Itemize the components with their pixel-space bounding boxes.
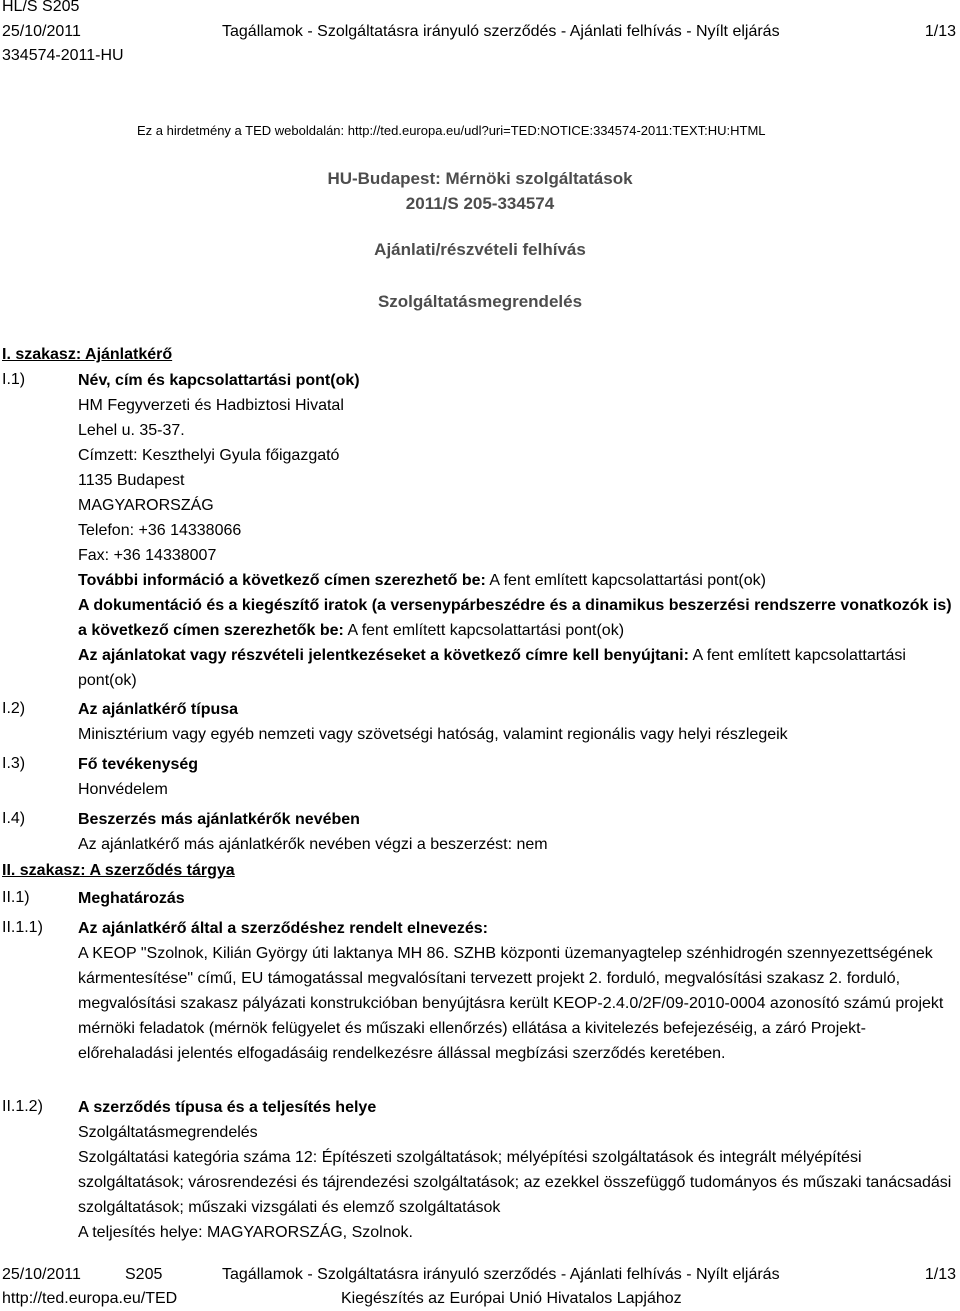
notice-heading-number: 2011/S 205-334574 xyxy=(405,194,555,213)
submit-label: Az ajánlatokat vagy részvételi jelentkezéseket a következő címre kell benyújtani: xyxy=(78,647,689,664)
submit-paragraph xyxy=(78,643,956,693)
item-ii11-content xyxy=(78,916,956,1066)
notice-type: Ajánlati/részvételi felhívás xyxy=(374,240,586,259)
journal-series: HL/S S205 xyxy=(2,0,80,15)
section-1-title: I. szakasz: Ajánlatkérő xyxy=(2,346,173,363)
info-label: További információ a következő címen szerezhető be: xyxy=(78,572,486,589)
notice-heading-title: HU-Budapest: Mérnöki szolgáltatások xyxy=(327,169,633,188)
item-i2-content xyxy=(78,697,956,747)
ted-link-line[interactable]: Ez a hirdetmény a TED weboldalán: http://ted.europa.eu/udl?uri=TED:NOTICE:334574-2011:TEXT:HU:HTML xyxy=(137,123,766,138)
item-ii12-line3: A teljesítés helye: MAGYARORSZÁG, Szolnok. xyxy=(78,1224,413,1241)
item-ii12-content xyxy=(78,1095,956,1245)
contact-line: Fax: +36 14338007 xyxy=(78,547,217,564)
docs-paragraph xyxy=(78,593,956,643)
info-paragraph xyxy=(78,568,956,593)
item-i1-label: Név, cím és kapcsolattartási pont(ok) xyxy=(78,372,360,389)
info-value: A fent említett kapcsolattartási pont(ok) xyxy=(489,572,766,589)
item-ii12-label: A szerződés típusa és a teljesítés helye xyxy=(78,1099,377,1116)
contact-line: Címzett: Keszthelyi Gyula főigazgató xyxy=(78,447,340,464)
docs-label: A dokumentáció és a kiegészítő iratok (a versenypárbeszédre és a dinamikus beszerzési rendszerre vonatkozók is) a következő címen szerezhetők be: xyxy=(78,597,952,639)
item-ii12-line2: Szolgáltatási kategória száma 12: Építészeti szolgáltatások; mélyépítési szolgáltatások és integrált mélyépítési szolgáltatások; városrendezési és tájrendezési szolgáltatások; az ezekkel összefüggő tudományos és műszaki tanácsadási szolgáltatások; műszaki vizsgálati és elemző szolgáltatások xyxy=(78,1149,952,1216)
footer-title: Tagállamok - Szolgáltatásra irányuló szerződés - Ajánlati felhívás - Nyílt eljárás xyxy=(222,1266,780,1283)
item-i4-label: Beszerzés más ajánlatkérők nevében xyxy=(78,811,360,828)
item-i3-label: Fő tevékenység xyxy=(78,756,199,773)
section-2-title: II. szakasz: A szerződés tárgya xyxy=(2,862,235,879)
footer-url[interactable]: http://ted.europa.eu/TED xyxy=(2,1290,178,1307)
page-footer xyxy=(0,1265,960,1311)
item-number-ii12: II.1.2) xyxy=(2,1098,43,1115)
contact-line: HM Fegyverzeti és Hadbiztosi Hivatal xyxy=(78,397,344,414)
footer-date: 25/10/2011 xyxy=(2,1266,81,1283)
header-page-number: 1/13 xyxy=(924,23,956,40)
item-ii12-line1: Szolgáltatásmegrendelés xyxy=(78,1124,258,1141)
item-i4-value: Az ajánlatkérő más ajánlatkérők nevében végzi a beszerzést: nem xyxy=(78,836,548,853)
page-header xyxy=(0,0,960,66)
contract-type: Szolgáltatásmegrendelés xyxy=(377,292,583,311)
contact-line: MAGYARORSZÁG xyxy=(78,497,214,514)
contact-line: 1135 Budapest xyxy=(78,472,185,489)
item-ii11-value: A KEOP "Szolnok, Kilián György úti laktanya MH 86. SZHB központi üzemanyagtelep szénhidrogén szennyezettségének kármentesítése" című, EU támogatással megvalósítani tervezett projekt 2. forduló, megvalósítási szakasz 2. forduló, megvalósítási szakasz pályázati konstrukcióban benyújtásra került KEOP-2.4.0/2F/09-2010-0004 azonosító számú projekt mérnöki feladatok (mérnök felügyelet és műszaki ellenőrzés) ellátása a kivitelezés befejezéséig, a záró Projekt-előrehaladási jelentés elfogadásáig rendelkezésre állással megbízási szerződés keretében. xyxy=(78,945,944,1062)
docs-value: A fent említett kapcsolattartási pont(ok) xyxy=(347,622,625,639)
item-i2-label: Az ajánlatkérő típusa xyxy=(78,701,239,718)
submit-value: A fent említett kapcsolattartási pont(ok) xyxy=(78,647,906,689)
item-number-ii11: II.1.1) xyxy=(2,919,43,936)
item-i3-content xyxy=(78,752,956,802)
footer-series: S205 xyxy=(125,1266,163,1283)
header-title: Tagállamok - Szolgáltatásra irányuló szerződés - Ajánlati felhívás - Nyílt eljárás xyxy=(222,23,780,40)
item-ii1-content xyxy=(78,886,956,911)
contact-line: Lehel u. 35-37. xyxy=(78,422,185,439)
item-number-i3: I.3) xyxy=(2,755,26,772)
footer-page-number: 1/13 xyxy=(924,1266,956,1283)
item-number-ii1: II.1) xyxy=(2,889,30,906)
item-i1-content xyxy=(78,368,956,693)
item-number-i4: I.4) xyxy=(2,810,26,827)
footer-publisher: Kiegészítés az Európai Unió Hivatalos Lapjához xyxy=(341,1290,682,1307)
item-number-i2: I.2) xyxy=(2,700,26,717)
header-reference: 334574-2011-HU xyxy=(2,47,124,64)
header-date: 25/10/2011 xyxy=(2,23,81,40)
item-i3-value: Honvédelem xyxy=(78,781,168,798)
contact-line: Telefon: +36 14338066 xyxy=(78,522,242,539)
item-i4-content xyxy=(78,807,956,857)
item-ii11-label: Az ajánlatkérő által a szerződéshez rendelt elnevezés: xyxy=(78,920,488,937)
item-ii1-label: Meghatározás xyxy=(78,890,185,907)
item-number-i1: I.1) xyxy=(2,371,26,388)
item-i2-value: Minisztérium vagy egyéb nemzeti vagy szövetségi hatóság, valamint regionális vagy helyi részlegeik xyxy=(78,726,788,743)
